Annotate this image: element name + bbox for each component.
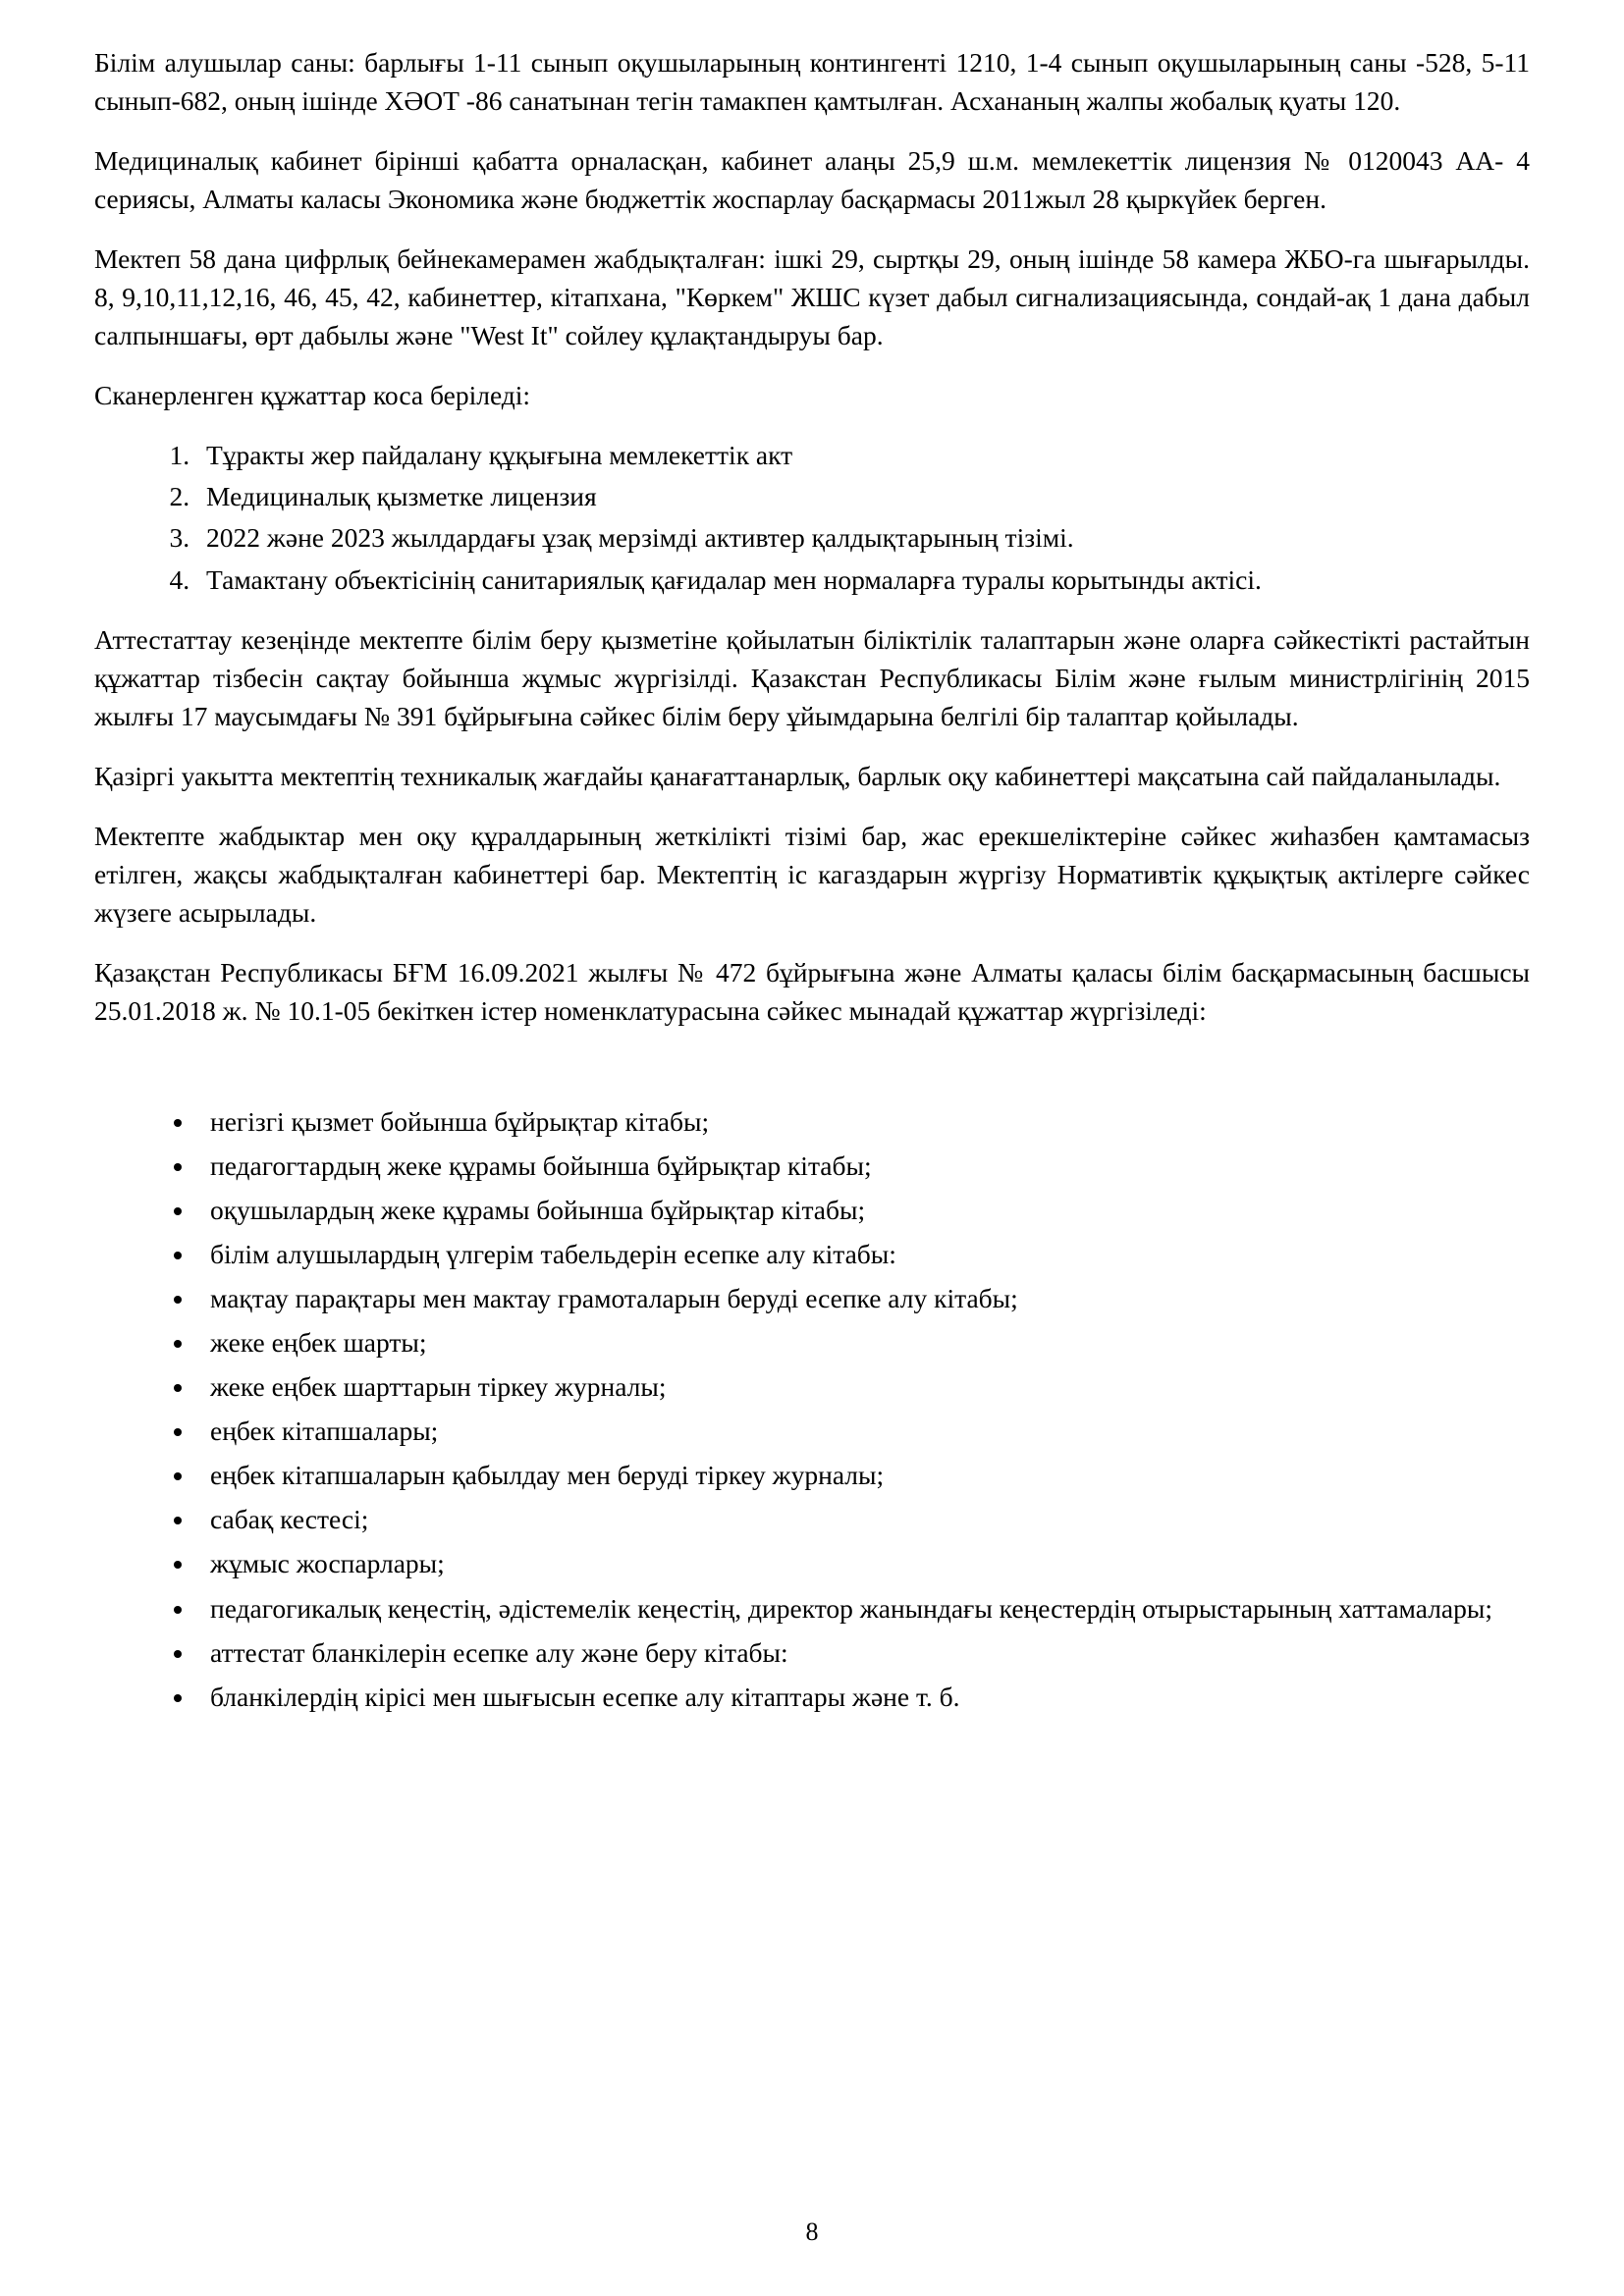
list-item: • жеке еңбек шарттарын тіркеу журналы; bbox=[196, 1367, 1530, 1406]
paragraph-student-count: Білім алушылар саны: барлығы 1-11 сынып оқушыларының контингенті 1210, 1-4 сынып оқушыларының саны -528, 5-11 сынып-682, оның ішінде ХӘОТ -86 санатынан тегін тамакпен қамтылған. Асхананың жалпы жобалық қуаты 120. bbox=[94, 47, 1530, 117]
list-item: • педагогтардың жеке құрамы бойынша бұйрықтар кітабы; bbox=[196, 1147, 1530, 1185]
list-item: • жұмыс жоспарлары; bbox=[196, 1544, 1530, 1582]
list-item: 2. Медициналық қызметке лицензия bbox=[196, 477, 1530, 515]
list-item: • еңбек кітапшалары; bbox=[196, 1412, 1530, 1450]
list-item: 3. 2022 және 2023 жылдардағы ұзақ мерзімді активтер қалдықтарының тізімі. bbox=[196, 518, 1530, 557]
paragraph-scanned-documents-intro: Сканерленген құжаттар коса беріледі: bbox=[94, 380, 531, 411]
list-item: • еңбек кітапшаларын қабылдау мен беруді тіркеу журналы; bbox=[196, 1456, 1530, 1494]
paragraph-video-cameras: Мектеп 58 дана цифрлық бейнекамерамен жабдықталған: ішкі 29, сыртқы 29, оның ішінде 58 камера ЖБО-га шығарылды. 8, 9,10,11,12,16, 46, 45, 42, кабинеттер, кітапхана, "Көркем" ЖШС күзет дабыл сигнализациясында, сондай-ақ 1 дана дабыл салпыншағы, өрт дабылы және "West It" сойлеу құлақтандыруы бар. bbox=[94, 243, 1530, 351]
list-item: • мақтау парақтары мен мактау грамоталарын беруді есепке алу кітабы; bbox=[196, 1279, 1530, 1317]
list-item: 4. Тамактану объектісінің санитариялық қағидалар мен нормаларға туралы корытынды актісі. bbox=[196, 561, 1530, 599]
paragraph-nomenclature-order: Қазақстан Республикасы БҒМ 16.09.2021 жылғы № 472 бұйрығына және Алматы қаласы білім басқармасының басшысы 25.01.2018 ж. № 10.1-05 бекіткен істер номенклатурасына сәйкес мынадай құжаттар жүргізіледі: bbox=[94, 956, 1530, 1026]
list-item: • оқушылардың жеке құрамы бойынша бұйрықтар кітабы; bbox=[196, 1191, 1530, 1229]
scanned-documents-list bbox=[94, 436, 1530, 598]
paragraph-equipment: Мектепте жабдыктар мен оқу құралдарының жеткілікті тізімі бар, жас ерекшеліктеріне сәйкес жиһазбен қамтамасыз етілген, жақсы жабдықталған кабинеттері бар. Мектептің іс кагаздарын жүргізу Нормативтік құқықтық актілерге сәйкес жүзеге асырылады. bbox=[94, 820, 1530, 928]
list-item: • сабақ кестесі; bbox=[196, 1500, 1530, 1538]
list-item: • негізгі қызмет бойынша бұйрықтар кітабы; bbox=[196, 1102, 1530, 1141]
paragraph-medical-office: Медициналық кабинет бірінші қабатта орналасқан, кабинет алаңы 25,9 ш.м. мемлекеттік лицензия № 0120043 АА- 4 сериясы, Алматы каласы Экономика және бюджеттік жоспарлау басқармасы 2011жыл 28 қыркүйек берген. bbox=[94, 145, 1530, 215]
paragraph-technical-condition: Қазіргі уакытта мектептің техникалық жағдайы қанағаттанарлық, барлык оқу кабинеттері мақсатына сай пайдаланылады. bbox=[94, 760, 1501, 791]
document-body bbox=[94, 43, 1530, 1716]
list-item: • аттестат бланкілерін есепке алу және беру кітабы: bbox=[196, 1633, 1530, 1672]
page-number: 8 bbox=[805, 2217, 819, 2246]
list-item: • жеке еңбек шарты; bbox=[196, 1323, 1530, 1362]
list-item: 1. Тұракты жер пайдалану құқығына мемлекеттік акт bbox=[196, 436, 1530, 474]
records-bullet-list bbox=[94, 1102, 1530, 1716]
list-item: • педагогикалық кеңестің, әдістемелік кеңестің, директор жанындағы кеңестердің отырыстарының хаттамалары; bbox=[196, 1589, 1530, 1628]
spacer bbox=[94, 1051, 1530, 1096]
list-item: • білім алушылардың үлгерім табельдерін есепке алу кітабы: bbox=[196, 1235, 1530, 1273]
paragraph-attestation-period: Аттестаттау кезеңінде мектепте білім беру қызметіне қойылатын біліктілік талаптарын және оларға сәйкестікті растайтын құжаттар тізбесін сақтау бойынша жұмыс жүргізілді. Қазакстан Республикасы Білім және ғылым министрлігінің 2015 жылғы 17 маусымдағы № 391 бұйрығына сәйкес білім беру ұйымдарына белгілі бір талаптар қойылады. bbox=[94, 623, 1530, 731]
list-item: • бланкілердің кірісі мен шығысын есепке алу кітаптары және т. б. bbox=[196, 1678, 1530, 1716]
